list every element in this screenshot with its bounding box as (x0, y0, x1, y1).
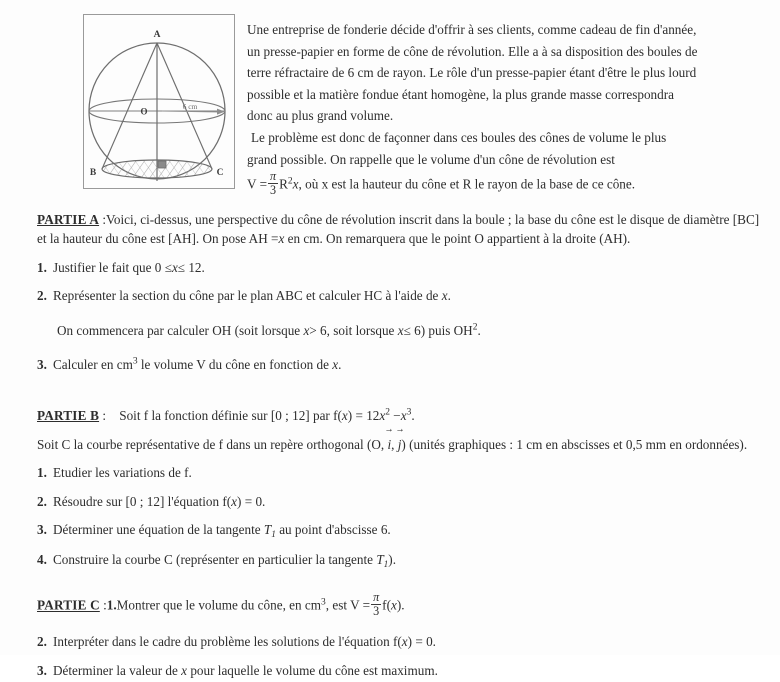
intro-line-2: un presse-papier en forme de cône de révolution. Elle a à sa disposition des boules de (247, 43, 698, 59)
intro-line-4: possible et la matière fondue étant homogène, la plus grande masse correspondra (247, 86, 674, 102)
intro-formula-line (247, 170, 771, 196)
partie-b-item-4-post: ). (388, 552, 396, 568)
sub-note-var-2: x (397, 322, 404, 338)
partie-a-item-3-pre: Calculer en cm (53, 357, 133, 373)
partie-a-item-3 (37, 355, 771, 374)
cone-base (102, 160, 212, 178)
vector-j-icon: → j (398, 435, 402, 454)
partie-a-item-2-pre: Représenter la section du cône par le plan ABC et calculer HC à l'aide de (53, 288, 442, 304)
formula-prefix: V = (247, 176, 268, 192)
partie-b-item-3-number: 3. (37, 522, 47, 538)
partie-a-item-1-post: ≤ 12. (177, 259, 205, 275)
partie-c-item-1-post: f( (382, 597, 391, 613)
partie-a-item-2-number: 2. (37, 288, 47, 304)
partie-a-item-3-post: . (338, 357, 342, 373)
formula-tail: , où x est la hauteur du cône et R le rayon de la base de ce cône. (298, 176, 636, 192)
intro-line-7: grand possible. On rappelle que le volume d'un cône de révolution est (247, 151, 615, 167)
partie-c-item-1-mid: , est V = (325, 597, 371, 613)
geometry-figure (83, 14, 235, 189)
sub-note-exponent: 2 (472, 322, 478, 333)
tangent-symbol-1-index: 1 (271, 529, 276, 540)
partie-c-item-3 (37, 661, 771, 680)
formula-exponent: 2 (287, 176, 293, 187)
partie-b-item-2 (37, 492, 771, 511)
partie-a-heading-paragraph (37, 210, 771, 249)
pi-over-three-fraction (268, 170, 278, 196)
tangent-symbol-1 (263, 522, 276, 540)
partie-a-intro-var: x (278, 231, 285, 247)
spacer (37, 619, 771, 632)
partie-b-item-4-number: 4. (37, 552, 47, 568)
partie-c-item-2 (37, 632, 771, 651)
partie-a-heading-separator: : (99, 212, 107, 227)
fraction-numerator-c: π (373, 589, 380, 604)
intro-line-5: donc au plus grand volume. (247, 108, 394, 124)
fraction-numerator: π (270, 169, 277, 184)
partie-c-item-2-pre: Interpréter dans le cadre du problème les solutions de l'équation f( (53, 634, 402, 650)
partie-a-item-1-var: x (171, 259, 178, 275)
intro-line-3: terre réfractaire de 6 cm de rayon. Le rôle d'un presse-papier étant d'être le plus lourd (247, 65, 697, 81)
partie-b-heading-separator: : (99, 408, 107, 424)
sub-note-pre: On commencera par calculer OH (soit lorsque (57, 322, 304, 338)
partie-a-item-3-exponent: 3 (132, 356, 138, 367)
partie-c-item-3-var: x (181, 662, 188, 678)
partie-b-item-1-text: Etudier les variations de f. (53, 465, 192, 481)
partie-a-intro: Voici, ci-dessus, une perspective du cône de révolution inscrit dans la boule ; la base du cône est le disque de diamètre [BC] et la hauteur du cône est [AH]. On pose AH = (37, 212, 760, 247)
partie-a-item-1-pre: Justifier le fait que 0 ≤ (53, 259, 172, 275)
header-row (0, 0, 780, 200)
partie-a-intro-tail: en cm. On remarquera que le point O appartient à la droite (AH). (284, 231, 631, 247)
label-A: A (153, 30, 161, 40)
partie-c-item-1-var: x (390, 597, 397, 613)
partie-c-item-1-exponent: 3 (321, 597, 326, 608)
sub-note-mid-2: ≤ 6) puis OH (403, 322, 473, 338)
partie-b-item-1-number: 1. (37, 465, 47, 481)
vector-i-icon: → i (387, 435, 391, 454)
partie-b-intro-var: x (341, 408, 348, 424)
tangent-symbol-2 (376, 552, 389, 570)
partie-b-item-3-post: au point d'abscisse 6. (275, 522, 391, 538)
partie-b-item-4-pre: Construire la courbe C (représenter en particulier la tangente (53, 552, 377, 568)
partie-c-item-3-pre: Déterminer la valeur de (53, 662, 182, 678)
partie-b-item-2-pre: Résoudre sur [0 ; 12] l'équation f( (53, 493, 232, 509)
partie-a-item-3-number: 3. (37, 357, 47, 373)
partie-a-item-2-post: . (447, 288, 451, 304)
partie-b-item-3-pre: Déterminer une équation de la tangente (53, 522, 264, 538)
partie-b-intro-exp2: 2 (385, 408, 390, 419)
partie-c-heading-paragraph (37, 591, 771, 617)
partie-a-item-3-var: x (332, 357, 339, 373)
partie-b-item-2-var: x (231, 493, 238, 509)
repere-pre: Soit C la courbe représentative de f dans un repère orthogonal (O, (37, 436, 388, 452)
sub-note-mid-1: > 6, soit lorsque (309, 322, 398, 338)
spacer (37, 308, 771, 321)
label-radius: 6 cm (182, 102, 198, 111)
spacer (37, 543, 771, 550)
partie-c-item-1-pre: Montrer que le volume du cône, en cm (116, 597, 322, 613)
partie-b-intro-minus: − (390, 408, 401, 424)
repere-post: ) (unités graphiques : 1 cm en abscisses et 0,5 mm en ordonnées). (401, 436, 748, 452)
sub-note-post: . (477, 322, 481, 338)
spacer (37, 513, 771, 520)
partie-b-intro-var3: x (400, 408, 407, 424)
partie-b-intro-var2: x (379, 408, 386, 424)
right-angle-marker (158, 161, 166, 168)
partie-c-item-3-post: pour laquelle le volume du cône est maximum. (187, 662, 438, 678)
fraction-denominator-c: 3 (373, 603, 380, 618)
partie-b-intro-mid: ) = 12 (347, 408, 380, 424)
exercise-body (37, 210, 771, 682)
label-O: O (140, 106, 148, 117)
partie-c-heading-separator: : (99, 597, 107, 613)
intro-line-6-text: Le problème est donc de façonner dans ces boules des cônes de volume le plus (251, 129, 667, 145)
partie-b-intro-end: . (411, 408, 415, 424)
tangent-symbol-2-index: 1 (383, 559, 389, 570)
intro-line-1: Une entreprise de fonderie décide d'offrir à ses clients, comme cadeau de fin d'année, (247, 22, 697, 37)
partie-a-item-1 (37, 258, 771, 277)
partie-c-item-1-number: 1. (106, 597, 117, 613)
partie-b-item-2-number: 2. (37, 493, 47, 509)
partie-a-sub-note (37, 321, 771, 340)
intro-text-block (247, 19, 771, 197)
spacer (37, 342, 771, 355)
partie-a-item-2-var: x (441, 288, 448, 304)
spacer (37, 393, 771, 406)
formula-R: R (279, 176, 288, 192)
partie-c-item-2-number: 2. (37, 634, 47, 650)
sphere-cone-diagram (84, 15, 234, 188)
label-B: B (89, 168, 97, 178)
fraction-denominator: 3 (270, 182, 277, 197)
partie-a-item-1-number: 1. (37, 259, 47, 275)
sub-note-var-1: x (303, 322, 310, 338)
partie-b-item-4 (37, 550, 771, 571)
formula-variable-x: x (292, 176, 299, 192)
partie-b-item-3 (37, 520, 771, 541)
partie-a-heading: PARTIE A (37, 212, 100, 227)
partie-b-repere-paragraph (37, 435, 771, 454)
pi-over-three-fraction-c (371, 591, 381, 617)
tangent-symbol-1-letter: T (263, 522, 272, 538)
intro-line-6 (247, 127, 771, 149)
label-C: C (216, 168, 224, 178)
spacer (37, 456, 771, 463)
partie-c-item-2-var: x (401, 634, 408, 650)
partie-c-heading: PARTIE C (37, 597, 100, 613)
spacer (37, 574, 771, 591)
partie-c-item-1-end: ). (396, 597, 405, 613)
partie-c-item-2-post: ) = 0. (407, 634, 436, 650)
partie-b-item-1 (37, 463, 771, 482)
partie-c-item-3-number: 3. (37, 662, 47, 678)
partie-b-intro-exp3: 3 (406, 408, 412, 419)
repere-comma: , (391, 436, 398, 452)
spacer (37, 376, 771, 393)
spacer (37, 485, 771, 492)
tangent-symbol-2-letter: T (376, 552, 384, 568)
partie-a-item-3-mid: le volume V du cône en fonction de (137, 357, 333, 373)
partie-b-intro-pre: Soit f la fonction définie sur [0 ; 12] par f( (119, 408, 342, 424)
partie-b-item-2-post: ) = 0. (237, 493, 266, 509)
spacer (37, 279, 771, 286)
partie-a-item-2 (37, 286, 771, 305)
partie-b-heading: PARTIE B (37, 408, 100, 424)
spacer (37, 251, 771, 258)
